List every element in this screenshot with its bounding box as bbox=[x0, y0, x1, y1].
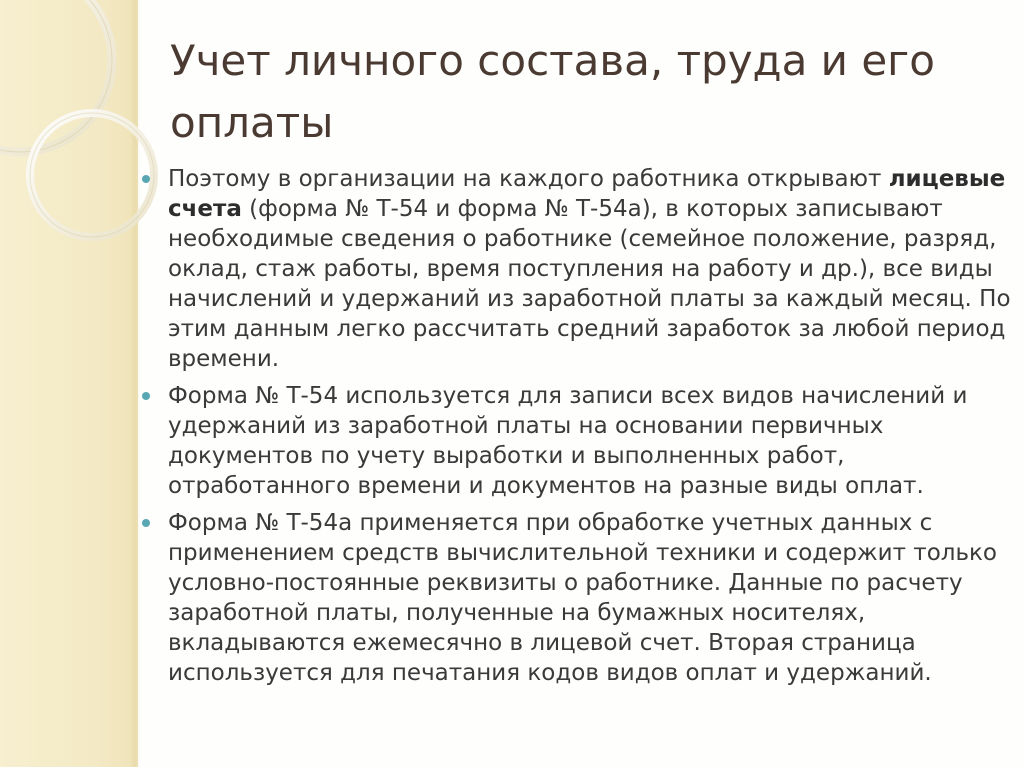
slide-title: Учет личного состава, труда и его оплаты bbox=[170, 36, 935, 147]
decorative-sidebar bbox=[0, 0, 138, 767]
bullet-item bbox=[142, 508, 1012, 688]
bullet-item bbox=[142, 381, 1012, 501]
bullet-text: Форма № Т-54а применяется при обработке учетных данных с применением средств вычислительной техники и содержит только условно-постоянные реквизиты о работнике. Данные по расчету заработной платы, полученные на бумажных носителях, вкладываются ежемесячно в лицевой счет. Вторая страница используется для печатания кодов видов оплат и удержаний. bbox=[168, 510, 997, 686]
bullet-dot-icon bbox=[142, 175, 150, 183]
bullet-text-after: (форма № Т-54 и форма № Т-54а), в которых записывают необходимые сведения о работнике (семейное положение, разряд, оклад, стаж работы, время поступления на работу и др.), все виды начислений и удержаний из заработной платы за каждый месяц. По этим данным легко рассчитать средний заработок за любой период времени. bbox=[168, 196, 1011, 372]
bullet-list bbox=[142, 164, 1012, 695]
bullet-text-before: Поэтому в организации на каждого работника открывают bbox=[168, 166, 889, 192]
bullet-text: Форма № Т-54 используется для записи всех видов начислений и удержаний из заработной платы на основании первичных документов по учету выработки и выполненных работ, отработанного времени и документов на разные виды оплат. bbox=[168, 383, 968, 499]
bullet-bold-term: лицевые счета bbox=[168, 166, 1006, 222]
sidebar-edge bbox=[130, 0, 140, 767]
bullet-item bbox=[142, 164, 1012, 374]
bullet-dot-icon bbox=[142, 392, 150, 400]
bullet-dot-icon bbox=[142, 519, 150, 527]
